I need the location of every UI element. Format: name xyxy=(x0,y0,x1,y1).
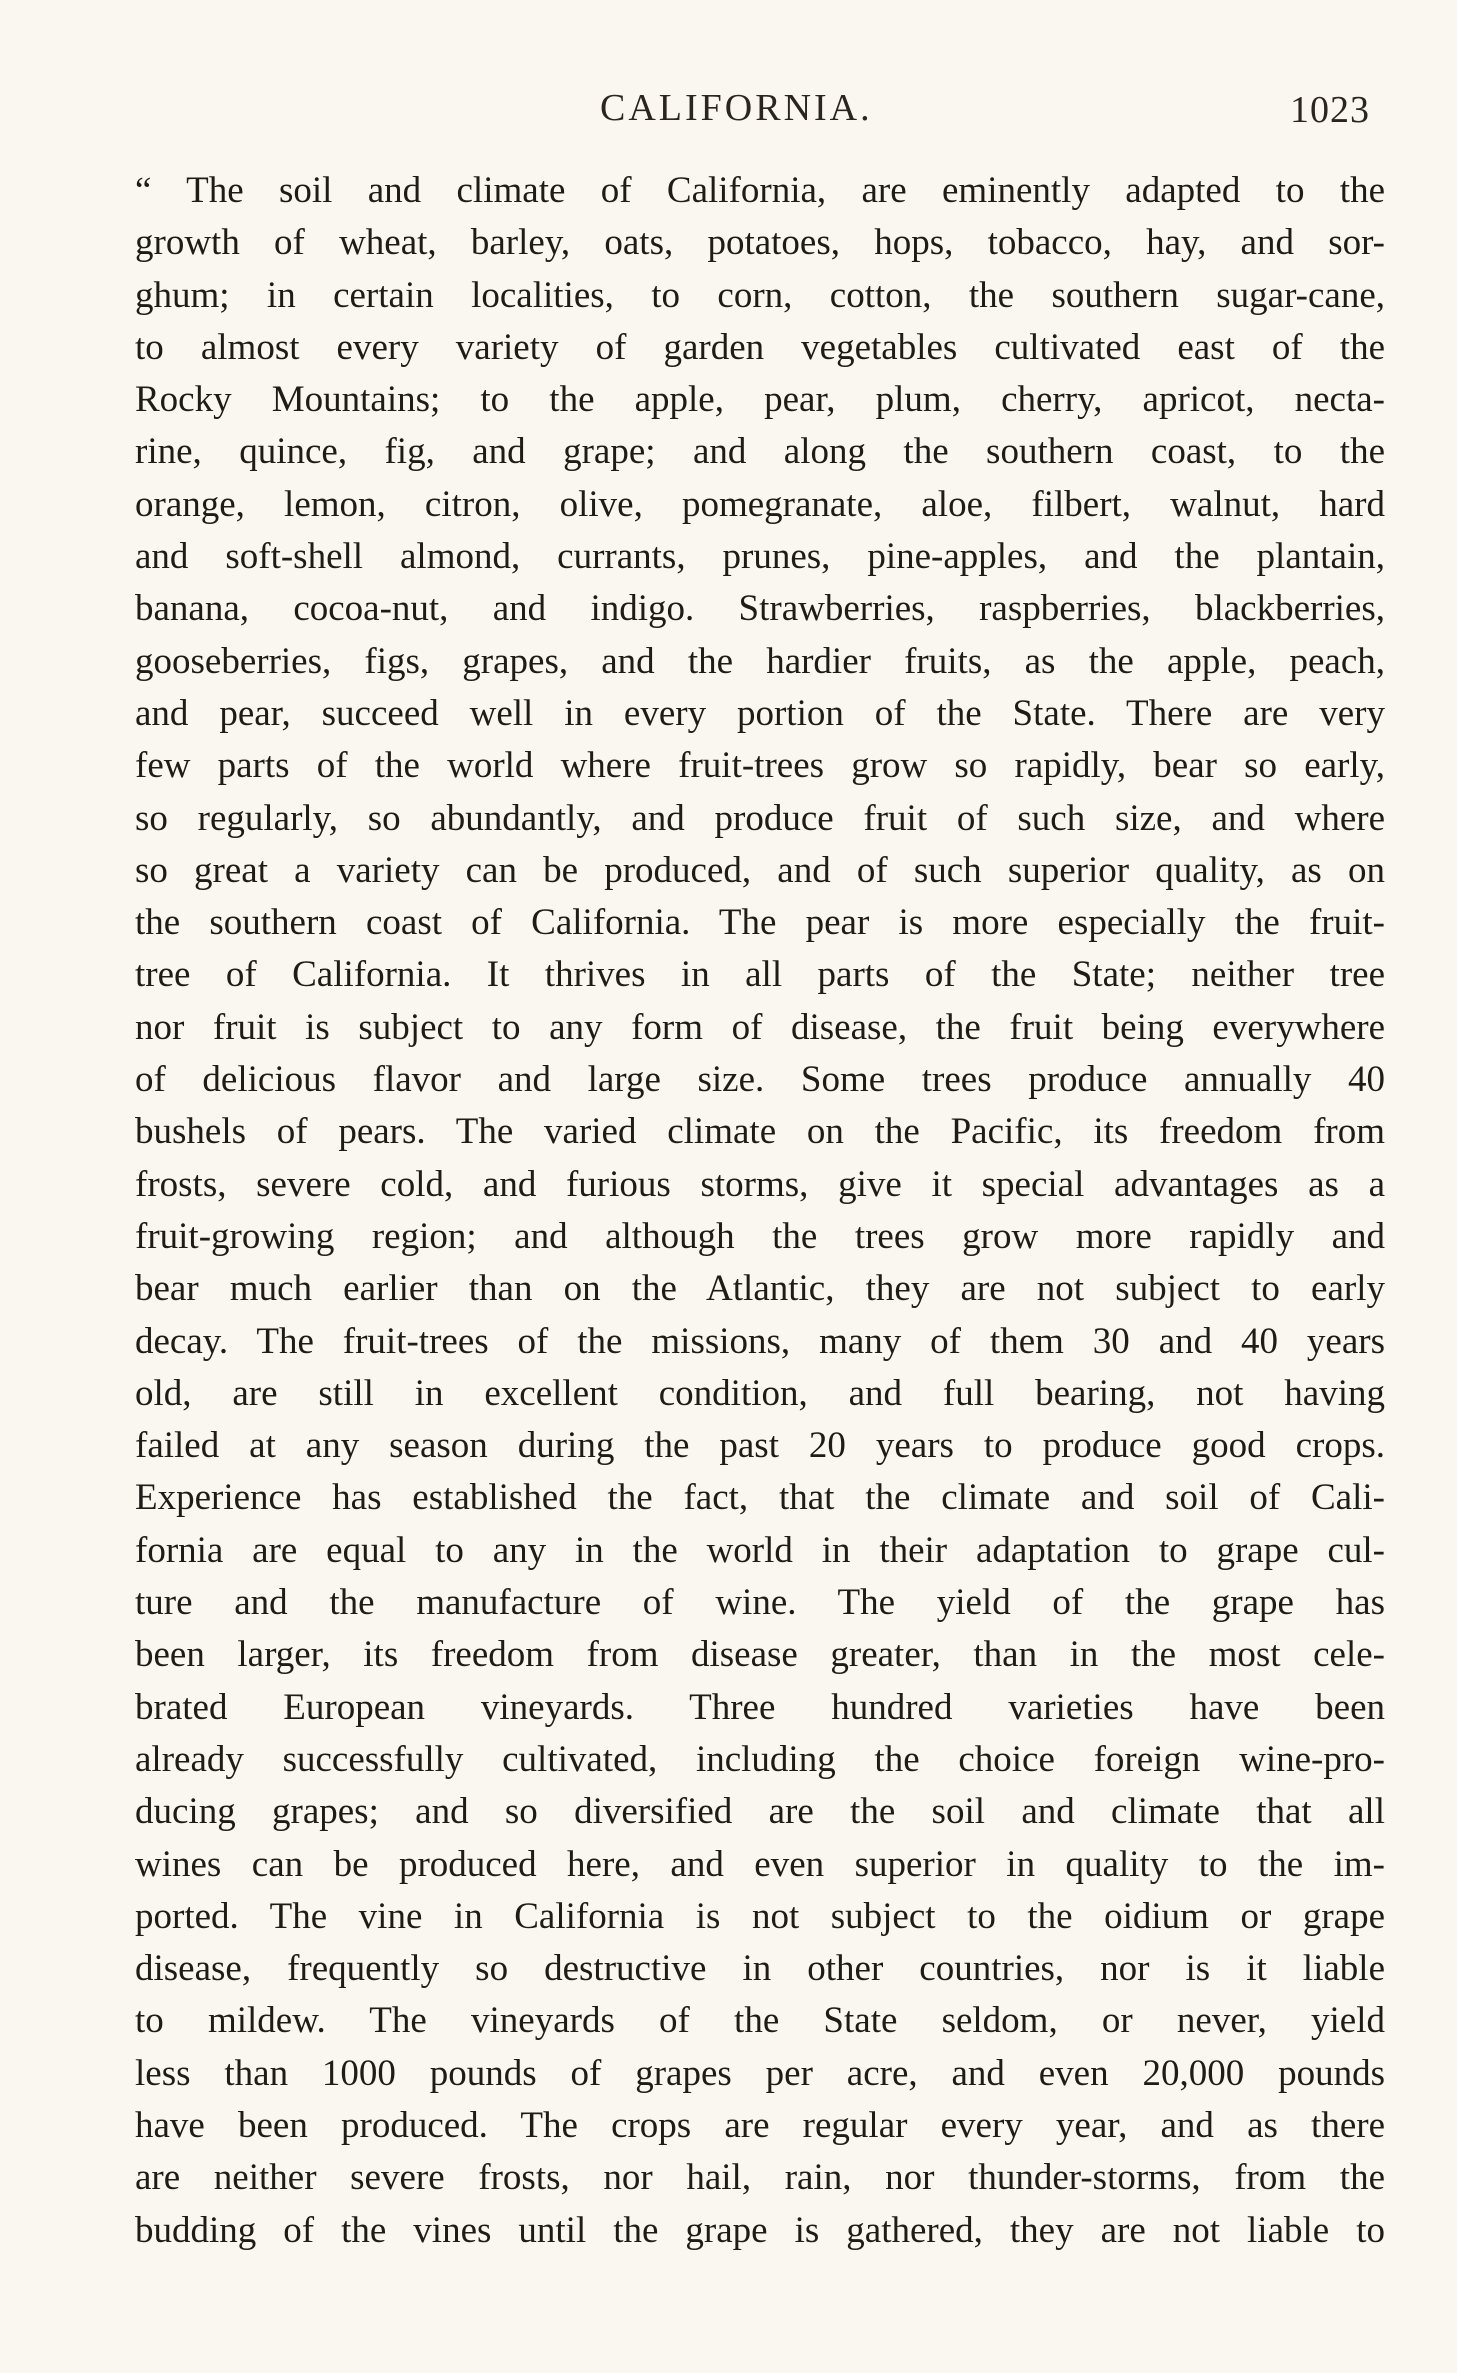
text-line: few parts of the world where fruit-trees grow so rapidly, bear so early, xyxy=(135,745,1385,787)
text-line: Experience has established the fact, that the climate and soil of Cali- xyxy=(135,1477,1385,1519)
text-line: wines can be produced here, and even superior in quality to the im- xyxy=(135,1843,1385,1885)
text-line: already successfully cultivated, including the choice foreign wine-pro- xyxy=(135,1738,1385,1780)
text-line: gooseberries, figs, grapes, and the hardier fruits, as the apple, peach, xyxy=(135,640,1385,682)
text-line: budding of the vines until the grape is gathered, they are not liable to xyxy=(135,2209,1385,2251)
text-line: old, are still in excellent condition, and full bearing, not having xyxy=(135,1372,1385,1414)
text-line: tree of California. It thrives in all parts of the State; neither tree xyxy=(135,954,1385,996)
running-head xyxy=(0,86,1457,136)
text-line: Rocky Mountains; to the apple, pear, plum, cherry, apricot, necta- xyxy=(135,379,1385,421)
text-line: frosts, severe cold, and furious storms, give it special advantages as a xyxy=(135,1163,1385,1205)
text-line: ducing grapes; and so diversified are the soil and climate that all xyxy=(135,1791,1385,1833)
text-line: to mildew. The vineyards of the State seldom, or never, yield xyxy=(135,2000,1385,2042)
text-line: “ The soil and climate of California, are eminently adapted to the xyxy=(135,170,1385,211)
text-line: disease, frequently so destructive in other countries, nor is it liable xyxy=(135,1948,1385,1990)
page-number: 1023 xyxy=(1290,89,1370,131)
text-line: so regularly, so abundantly, and produce fruit of such size, and where xyxy=(135,797,1385,839)
text-line: fruit-growing region; and although the trees grow more rapidly and xyxy=(135,1215,1385,1257)
text-line: are neither severe frosts, nor hail, rain, nor thunder-storms, from the xyxy=(135,2157,1385,2199)
text-line: of delicious flavor and large size. Some trees produce annually 40 xyxy=(135,1059,1385,1101)
text-line: and pear, succeed well in every portion of the State. There are very xyxy=(135,692,1385,734)
text-line: less than 1000 pounds of grapes per acre, and even 20,000 pounds xyxy=(135,2052,1385,2094)
text-line: rine, quince, fig, and grape; and along the southern coast, to the xyxy=(135,431,1385,473)
text-line: growth of wheat, barley, oats, potatoes, hops, tobacco, hay, and sor- xyxy=(135,222,1385,264)
text-line: the southern coast of California. The pear is more especially the fruit- xyxy=(135,902,1385,944)
text-line: banana, cocoa-nut, and indigo. Strawberries, raspberries, blackberries, xyxy=(135,588,1385,630)
text-line: bear much earlier than on the Atlantic, they are not subject to early xyxy=(135,1268,1385,1310)
text-line: fornia are equal to any in the world in their adaptation to grape cul- xyxy=(135,1529,1385,1571)
text-line: been larger, its freedom from disease greater, than in the most cele- xyxy=(135,1634,1385,1676)
text-line: nor fruit is subject to any form of disease, the fruit being everywhere xyxy=(135,1006,1385,1048)
body-paragraph xyxy=(135,165,1385,2257)
text-line: ported. The vine in California is not subject to the oidium or grape xyxy=(135,1895,1385,1937)
text-line: so great a variety can be produced, and of such superior quality, as on xyxy=(135,849,1385,891)
text-line: have been produced. The crops are regular every year, and as there xyxy=(135,2104,1385,2146)
running-head-title: CALIFORNIA. xyxy=(600,87,873,129)
text-line: brated European vineyards. Three hundred varieties have been xyxy=(135,1686,1385,1728)
text-line: orange, lemon, citron, olive, pomegranate, aloe, filbert, walnut, hard xyxy=(135,483,1385,525)
text-line: to almost every variety of garden vegetables cultivated east of the xyxy=(135,326,1385,368)
text-line: failed at any season during the past 20 years to produce good crops. xyxy=(135,1425,1385,1467)
text-line: ghum; in certain localities, to corn, cotton, the southern sugar-cane, xyxy=(135,274,1385,316)
text-line: ture and the manufacture of wine. The yield of the grape has xyxy=(135,1582,1385,1624)
text-line: and soft-shell almond, currants, prunes, pine-apples, and the plantain, xyxy=(135,536,1385,578)
text-line: bushels of pears. The varied climate on the Pacific, its freedom from xyxy=(135,1111,1385,1153)
text-line: decay. The fruit-trees of the missions, many of them 30 and 40 years xyxy=(135,1320,1385,1362)
